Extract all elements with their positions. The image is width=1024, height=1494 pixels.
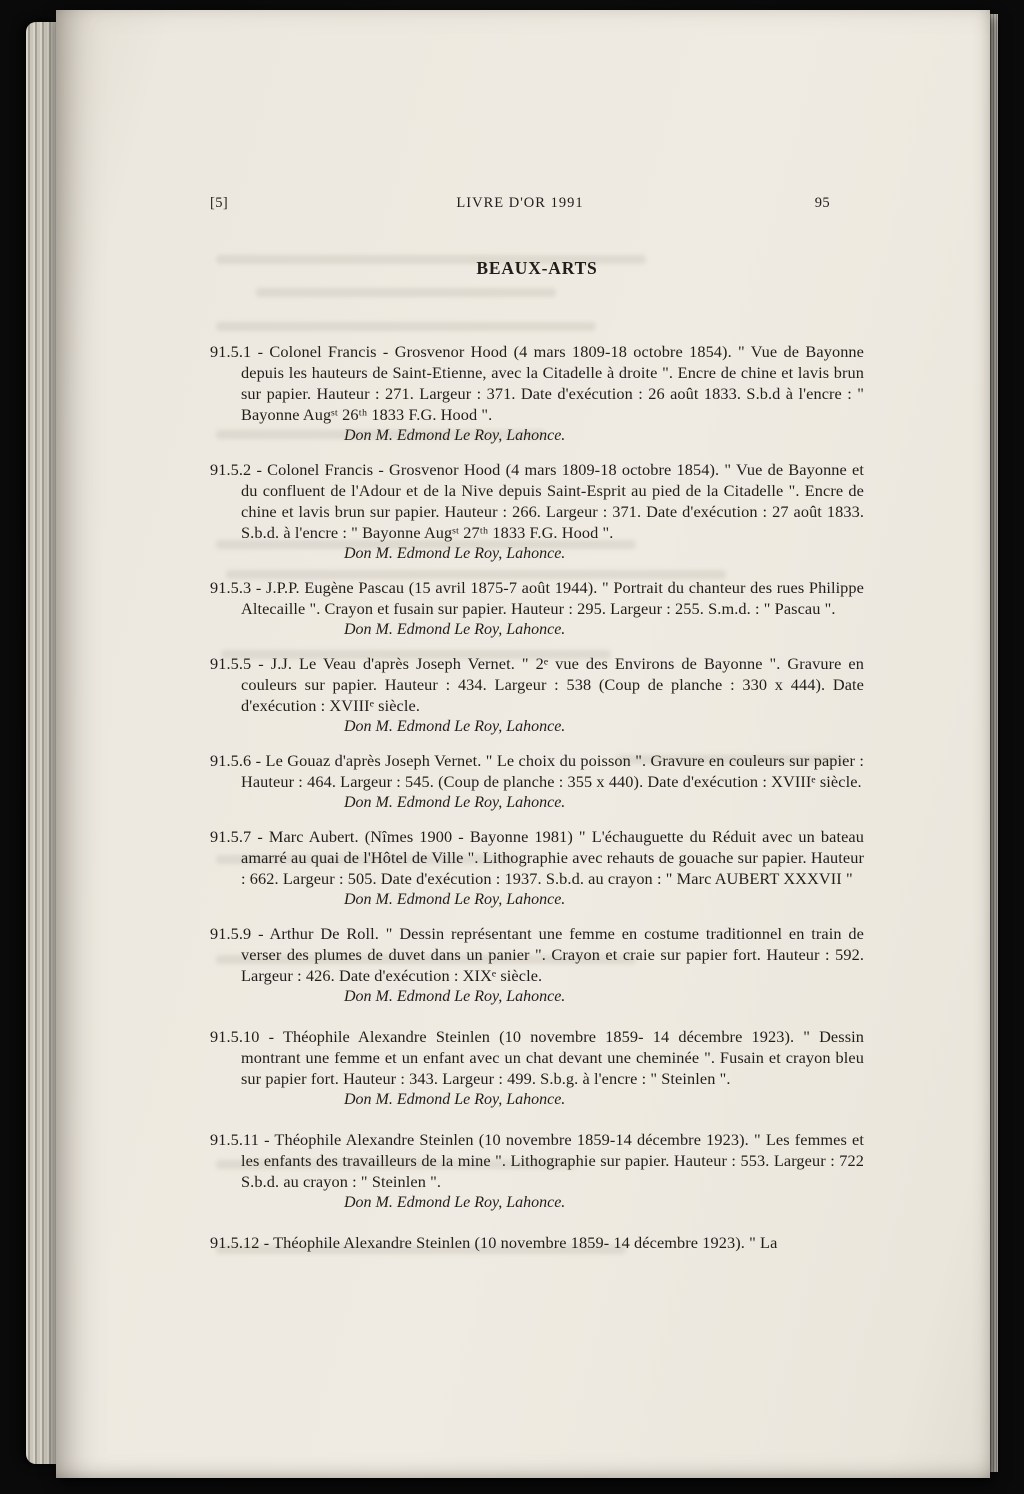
entry-text: 91.5.3 - J.P.P. Eugène Pascau (15 avril 1875-7 août 1944). " Portrait du chanteur des rues Philippe Altecaille ". Crayon et fusain sur papier. Hauteur : 295. Largeur : 255. S.m.d. : " Pascau ". bbox=[210, 578, 864, 618]
catalog-entry bbox=[210, 750, 864, 813]
entry-donor: Don M. Edmond Le Roy, Lahonce. bbox=[344, 891, 566, 908]
catalog-entry bbox=[210, 1232, 864, 1253]
page-number: 95 bbox=[814, 195, 830, 211]
catalog-entry bbox=[210, 1129, 864, 1213]
catalog-entry bbox=[210, 1026, 864, 1110]
page-header bbox=[210, 195, 864, 212]
catalog-entry bbox=[210, 459, 864, 564]
entry-text: 91.5.5 - J.J. Le Veau d'après Joseph Vernet. " 2ᵉ vue des Environs de Bayonne ". Gravure en couleurs sur papier. Hauteur : 434. Largeur : 538 (Coup de planche : 330 x 444). Date d'exécution : XVIIIᵉ siècle. bbox=[210, 654, 864, 715]
entry-text: 91.5.10 - Théophile Alexandre Steinlen (10 novembre 1859- 14 décembre 1923). " Dessin montrant une femme et un enfant avec un chat devant une cheminée ". Fusain et crayon bleu sur papier fort. Hauteur : 343. Largeur : 499. S.b.g. à l'encre : " Steinlen ". bbox=[210, 1027, 864, 1088]
sheet-bracket-number: [5] bbox=[210, 195, 229, 211]
entry-donor: Don M. Edmond Le Roy, Lahonce. bbox=[344, 427, 566, 444]
entry-text: 91.5.9 - Arthur De Roll. " Dessin représentant une femme en costume traditionnel en train de verser des plumes de duvet dans un panier ". Crayon et craie sur papier fort. Hauteur : 592. Largeur : 426. Date d'exécution : XIXᵉ siècle. bbox=[210, 924, 864, 985]
catalog-entry bbox=[210, 826, 864, 910]
scanned-page bbox=[56, 10, 990, 1478]
entry-text: 91.5.12 - Théophile Alexandre Steinlen (10 novembre 1859- 14 décembre 1923). " La bbox=[210, 1233, 778, 1252]
entry-donor: Don M. Edmond Le Roy, Lahonce. bbox=[344, 621, 566, 638]
section-title: BEAUX-ARTS bbox=[476, 258, 598, 278]
catalog-entry bbox=[210, 577, 864, 640]
catalog-entry bbox=[210, 653, 864, 737]
entry-text: 91.5.1 - Colonel Francis - Grosvenor Hood (4 mars 1809-18 octobre 1854). " Vue de Bayonne depuis les hauteurs de Saint-Etienne, avec la Citadelle à droite ". Encre de chine et lavis brun sur papier. Hauteur : 271. Largeur : 371. Date d'exécution : 26 août 1833. S.b.d à l'encre : " Bayonne Augˢᵗ 26ᵗʰ 1833 F.G. Hood ". bbox=[210, 342, 864, 424]
page-content bbox=[210, 195, 864, 1266]
entry-donor: Don M. Edmond Le Roy, Lahonce. bbox=[344, 988, 566, 1005]
catalog-entry bbox=[210, 341, 864, 446]
entry-text: 91.5.11 - Théophile Alexandre Steinlen (10 novembre 1859-14 décembre 1923). " Les femmes et les enfants des travailleurs de la mine ". Lithographie sur papier. Hauteur : 553. Largeur : 722 S.b.d. au crayon : " Steinlen ". bbox=[210, 1130, 864, 1191]
entry-text: 91.5.7 - Marc Aubert. (Nîmes 1900 - Bayonne 1981) " L'échauguette du Réduit avec un bateau amarré au quai de l'Hôtel de Ville ". Lithographie avec rehauts de gouache sur papier. Hauteur : 662. Largeur : 505. Date d'exécution : 1937. S.b.d. au crayon : " Marc AUBERT XXXVII " bbox=[210, 827, 864, 888]
entry-donor: Don M. Edmond Le Roy, Lahonce. bbox=[344, 718, 566, 735]
entry-donor: Don M. Edmond Le Roy, Lahonce. bbox=[344, 1091, 566, 1108]
entry-donor: Don M. Edmond Le Roy, Lahonce. bbox=[344, 1194, 566, 1211]
entry-donor: Don M. Edmond Le Roy, Lahonce. bbox=[344, 794, 566, 811]
entry-donor: Don M. Edmond Le Roy, Lahonce. bbox=[344, 545, 566, 562]
entry-text: 91.5.2 - Colonel Francis - Grosvenor Hood (4 mars 1809-18 octobre 1854). " Vue de Bayonne et du confluent de l'Adour et de la Nive depuis Saint-Esprit au pied de la Citadelle ". Encre de chine et lavis brun sur papier. Hauteur : 266. Largeur : 371. Date d'exécution : 27 août 1833. S.b.d. à l'encre : " Bayonne Augˢᵗ 27ᵗʰ 1833 F.G. Hood ". bbox=[210, 460, 864, 542]
entry-text: 91.5.6 - Le Gouaz d'après Joseph Vernet. " Le choix du poisson ". Gravure en couleurs sur papier : Hauteur : 464. Largeur : 545. (Coup de planche : 355 x 440). Date d'exécution : XVIIIᵉ siècle. bbox=[210, 751, 864, 791]
book-spine-page-edges bbox=[26, 22, 58, 1464]
running-title: LIVRE D'OR 1991 bbox=[456, 195, 584, 211]
catalog-entry bbox=[210, 923, 864, 1007]
